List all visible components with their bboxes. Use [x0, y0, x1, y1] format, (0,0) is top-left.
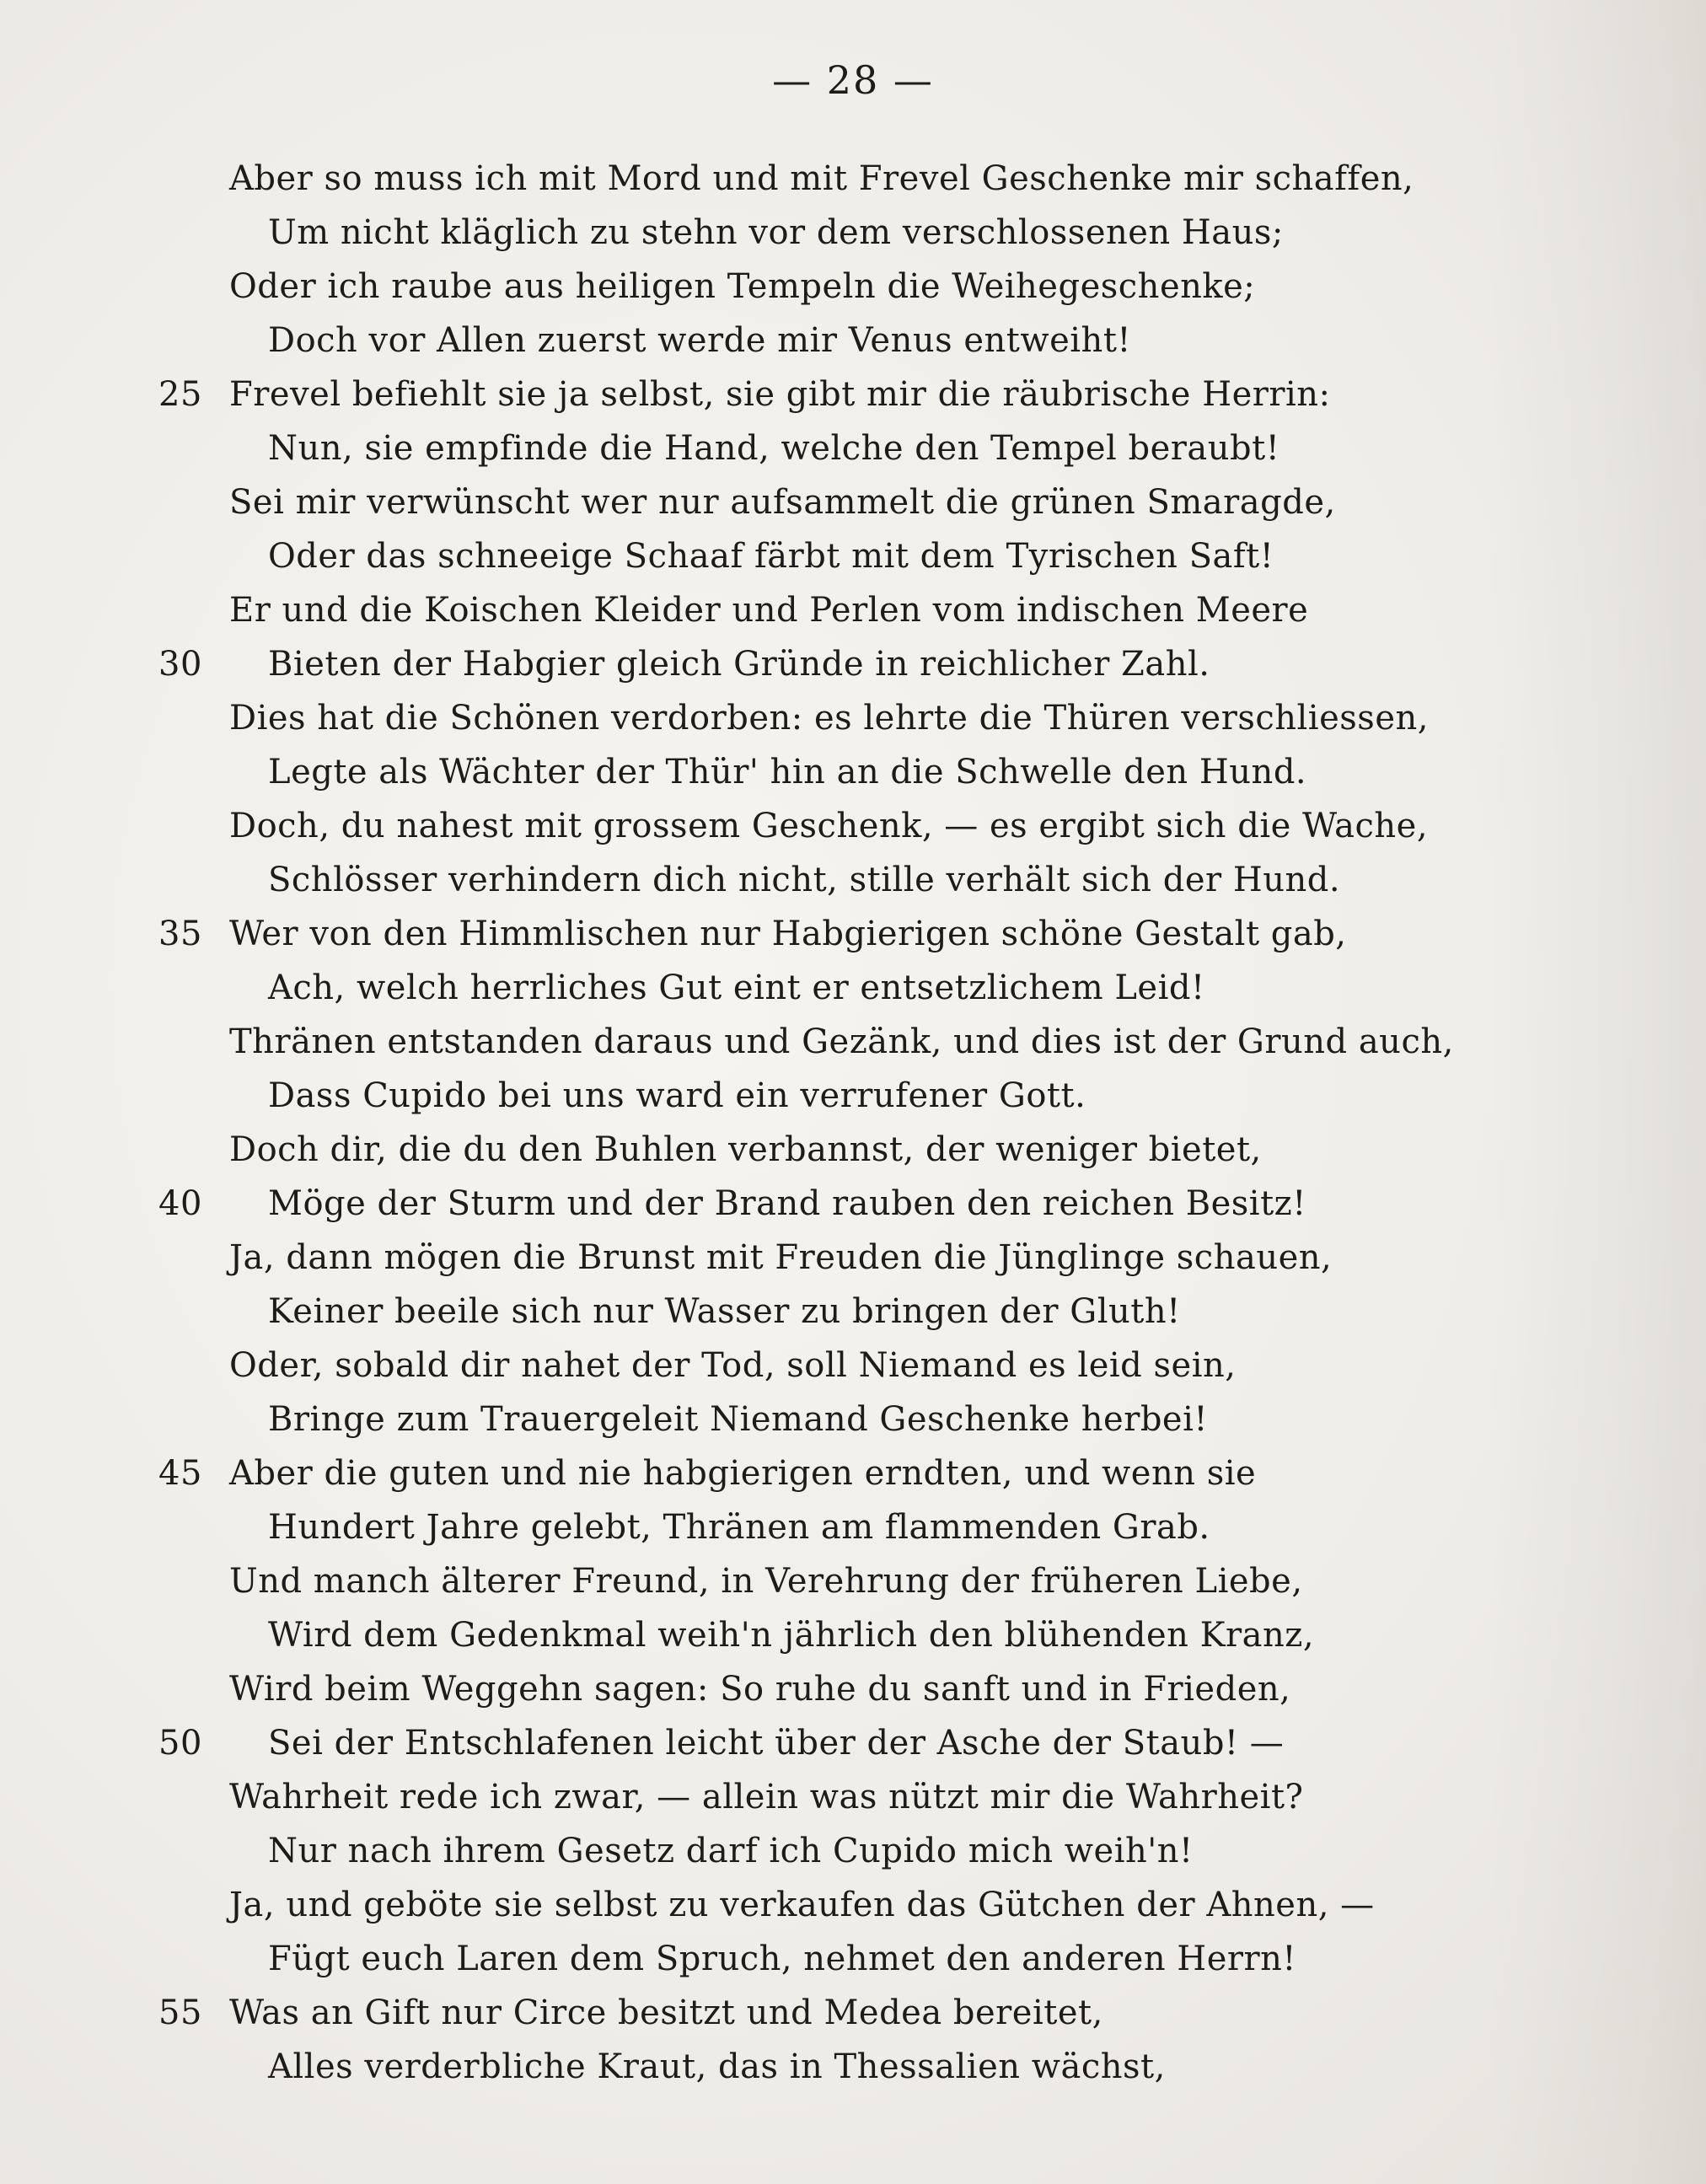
- verse-text: Doch, du nahest mit grossem Geschenk, — es ergibt sich die Wache,: [229, 807, 1429, 845]
- verse-line: [0, 1069, 1706, 1123]
- verse-text: Dass Cupido bei uns ward ein verrufener Gott.: [268, 1076, 1086, 1115]
- verse-line: [0, 421, 1706, 475]
- verse-text: Aber die guten und nie habgierigen erndten, und wenn sie: [229, 1454, 1257, 1493]
- verse-line: [0, 1177, 1706, 1231]
- verse-line: [0, 206, 1706, 260]
- verse-text: Legte als Wächter der Thür' hin an die Schwelle den Hund.: [268, 753, 1307, 791]
- verse-text: Oder ich raube aus heiligen Tempeln die Weihegeschenke;: [229, 267, 1256, 306]
- verse-text: Ja, und geböte sie selbst zu verkaufen das Gütchen der Ahnen, —: [229, 1886, 1375, 1924]
- verse-line: [0, 1231, 1706, 1285]
- verse-line: [0, 1339, 1706, 1393]
- verse-text: Alles verderbliche Kraut, das in Thessalien wächst,: [268, 2047, 1166, 2086]
- verse-line: [0, 1662, 1706, 1716]
- verse-text: Wird dem Gedenkmal weih'n jährlich den blühenden Kranz,: [268, 1616, 1315, 1655]
- verse-text: Frevel befiehlt sie ja selbst, sie gibt mir die räubrische Herrin:: [229, 375, 1331, 414]
- verse-line: [0, 961, 1706, 1015]
- verse-text: Fügt euch Laren dem Spruch, nehmet den anderen Herrn!: [268, 1940, 1296, 1978]
- verse-line: [0, 2040, 1706, 2094]
- verse-text: Schlösser verhindern dich nicht, stille verhält sich der Hund.: [268, 861, 1341, 899]
- verse-line: [0, 1123, 1706, 1177]
- verse-line: [0, 1393, 1706, 1446]
- verse-text: Möge der Sturm und der Brand rauben den reichen Besitz!: [268, 1184, 1306, 1223]
- verse-text: Wird beim Weggehn sagen: So ruhe du sanft und in Frieden,: [229, 1670, 1291, 1709]
- verse-line: [0, 799, 1706, 853]
- verse-line: [0, 1554, 1706, 1608]
- line-number: 40: [158, 1184, 202, 1223]
- verse-line: [0, 745, 1706, 799]
- verse-line: [0, 1878, 1706, 1932]
- verse-text: Hundert Jahre gelebt, Thränen am flammenden Grab.: [268, 1508, 1210, 1547]
- line-number: 30: [158, 645, 202, 684]
- page-number: — 28 —: [772, 57, 934, 103]
- verse-text: Doch dir, die du den Buhlen verbannst, der weniger bietet,: [229, 1130, 1262, 1169]
- verse-text: Bieten der Habgier gleich Gründe in reichlicher Zahl.: [268, 645, 1210, 684]
- verse-text: Wer von den Himmlischen nur Habgierigen schöne Gestalt gab,: [229, 915, 1347, 953]
- verse-line: [0, 1608, 1706, 1662]
- verse-line: [0, 1285, 1706, 1339]
- verse-line: [0, 529, 1706, 583]
- line-number: 35: [158, 915, 202, 953]
- verse-line: [0, 152, 1706, 206]
- verse-line: [0, 1986, 1706, 2040]
- verse-line: [0, 368, 1706, 421]
- verse-line: [0, 475, 1706, 529]
- verse-text: Um nicht kläglich zu stehn vor dem verschlossenen Haus;: [268, 213, 1284, 252]
- verse-line: [0, 1824, 1706, 1878]
- verse-text: Keiner beeile sich nur Wasser zu bringen der Gluth!: [268, 1292, 1181, 1331]
- verse-text: Bringe zum Trauergeleit Niemand Geschenke herbei!: [268, 1400, 1208, 1439]
- verse-line: [0, 314, 1706, 368]
- verse-line: [0, 583, 1706, 637]
- verse-line: [0, 691, 1706, 745]
- verse-line: [0, 1716, 1706, 1770]
- verse-text: Aber so muss ich mit Mord und mit Frevel Geschenke mir schaffen,: [229, 159, 1414, 198]
- verse-line: [0, 907, 1706, 961]
- verse-line: [0, 1015, 1706, 1069]
- verse-text: Doch vor Allen zuerst werde mir Venus entweiht!: [268, 321, 1131, 360]
- verse-line: [0, 637, 1706, 691]
- verse-text: Ach, welch herrliches Gut eint er entsetzlichem Leid!: [268, 969, 1205, 1007]
- verse-text: Ja, dann mögen die Brunst mit Freuden die Jünglinge schauen,: [229, 1238, 1333, 1277]
- verse-text: Wahrheit rede ich zwar, — allein was nützt mir die Wahrheit?: [229, 1778, 1304, 1816]
- verse-line: [0, 260, 1706, 314]
- verse-text: Oder das schneeige Schaaf färbt mit dem Tyrischen Saft!: [268, 537, 1274, 576]
- verse-text: Er und die Koischen Kleider und Perlen vom indischen Meere: [229, 591, 1309, 630]
- verse-text: Nun, sie empfinde die Hand, welche den Tempel beraubt!: [268, 429, 1280, 468]
- verse-text: Thränen entstanden daraus und Gezänk, und dies ist der Grund auch,: [229, 1022, 1454, 1061]
- line-number: 50: [158, 1724, 202, 1763]
- line-number: 55: [158, 1994, 202, 2032]
- poem-text: [0, 152, 1706, 2094]
- verse-line: [0, 1446, 1706, 1500]
- line-number: 45: [158, 1454, 202, 1493]
- verse-line: [0, 853, 1706, 907]
- verse-line: [0, 1932, 1706, 1986]
- verse-text: Dies hat die Schönen verdorben: es lehrte die Thüren verschliessen,: [229, 699, 1429, 738]
- line-number: 25: [158, 375, 202, 414]
- verse-text: Nur nach ihrem Gesetz darf ich Cupido mich weih'n!: [268, 1832, 1194, 1870]
- verse-text: Und manch älterer Freund, in Verehrung der früheren Liebe,: [229, 1562, 1303, 1601]
- verse-text: Oder, sobald dir nahet der Tod, soll Niemand es leid sein,: [229, 1346, 1237, 1385]
- verse-line: [0, 1770, 1706, 1824]
- verse-text: Sei der Entschlafenen leicht über der Asche der Staub! —: [268, 1724, 1285, 1763]
- verse-text: Sei mir verwünscht wer nur aufsammelt die grünen Smaragde,: [229, 483, 1336, 522]
- verse-text: Was an Gift nur Circe besitzt und Medea bereitet,: [229, 1994, 1103, 2032]
- verse-line: [0, 1500, 1706, 1554]
